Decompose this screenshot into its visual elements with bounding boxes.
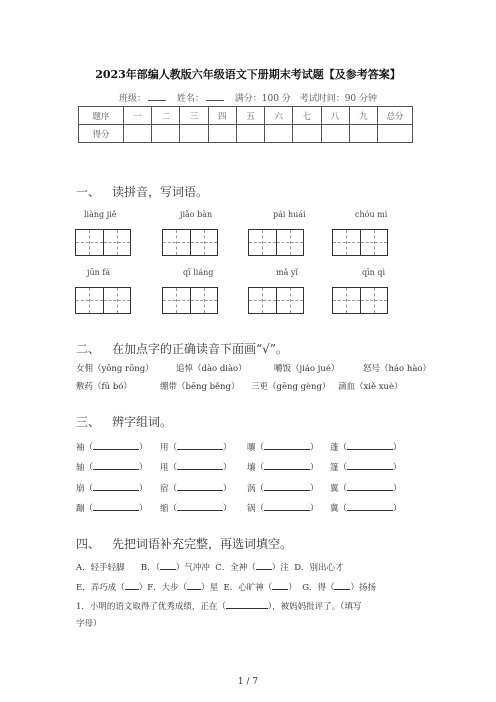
answer-blank[interactable] — [264, 440, 310, 450]
score-cell[interactable] — [349, 125, 377, 143]
pinyin: qī liáng — [183, 268, 214, 277]
score-header-cell: 总分 — [378, 107, 413, 125]
word-item: 嚷（ ） — [247, 440, 319, 453]
section-number: 四、 — [76, 537, 101, 551]
score-header-cell: 九 — [349, 107, 377, 125]
score-header-cell: 三 — [180, 107, 208, 125]
score-header-cell: 八 — [321, 107, 349, 125]
option-item: 绷带（bēng běng） — [160, 382, 240, 392]
option-item: 嚼饭（jiáo jué） — [274, 364, 340, 374]
word-item: 甩（ ） — [160, 460, 232, 473]
answer-blank[interactable] — [347, 501, 393, 511]
score-cell[interactable] — [180, 125, 208, 143]
word-item: 翼（ ） — [330, 481, 402, 494]
name-blank — [206, 92, 224, 101]
writing-grid[interactable] — [75, 229, 131, 256]
answer-blank[interactable] — [187, 580, 201, 590]
answer-blank[interactable] — [177, 481, 223, 491]
writing-grid[interactable] — [332, 287, 388, 314]
option-item: 三更（gēng gèng） — [251, 382, 331, 392]
writing-grid[interactable] — [162, 229, 218, 256]
word-item: 轴（ ） — [76, 460, 148, 473]
word-item: 缩（ ） — [160, 501, 232, 514]
section-title: 先把词语补充完整，再选词填空。 — [112, 537, 293, 551]
section-title: 读拼音，写词语。 — [112, 185, 209, 199]
option-item: 敷药（fū bó） — [76, 382, 132, 392]
section-2-heading — [76, 340, 288, 357]
word-item: 壤（ ） — [247, 460, 319, 473]
option-item: 追悼（dào diào） — [176, 364, 247, 374]
pinyin: liàng jiě — [84, 210, 117, 219]
section-number: 二、 — [76, 342, 101, 356]
answer-blank[interactable] — [347, 440, 393, 450]
answer-blank[interactable] — [264, 460, 310, 470]
score-cell[interactable] — [265, 125, 293, 143]
section-4-heading — [76, 535, 292, 552]
section-number: 一、 — [76, 185, 101, 199]
class-label: 班级： — [118, 94, 146, 104]
writing-grid[interactable] — [75, 287, 131, 314]
section-3-heading — [76, 413, 172, 430]
score-header-cell: 五 — [236, 107, 264, 125]
full-score: 满分：100 分 — [234, 94, 291, 104]
score-cell[interactable] — [236, 125, 264, 143]
word-item: 涡（ ） — [247, 481, 319, 494]
page-number: 1 / 7 — [237, 677, 259, 687]
score-header-cell: 题序 — [79, 107, 124, 125]
section-title: 辨字组词。 — [112, 415, 173, 429]
score-cell[interactable] — [321, 125, 349, 143]
score-header-cell: 六 — [265, 107, 293, 125]
answer-blank[interactable] — [347, 460, 393, 470]
word-item: 蓬（ ） — [330, 440, 402, 453]
answer-blank[interactable] — [160, 560, 176, 570]
score-header-cell: 七 — [293, 107, 321, 125]
answer-blank[interactable] — [125, 580, 139, 590]
option-item: 怒号（háo hào） — [363, 364, 432, 374]
answer-blank[interactable] — [334, 580, 350, 590]
word-item: 蹦（ ） — [76, 501, 148, 514]
score-header-cell: 一 — [124, 107, 152, 125]
name-label: 姓名： — [176, 94, 204, 104]
exam-info — [0, 91, 496, 104]
word-item: 宿（ ） — [160, 481, 232, 494]
answer-blank[interactable] — [272, 580, 288, 590]
page-title: 2023年部编人教版六年级语文下册期末考试题【及参考答案】 — [95, 68, 401, 81]
score-header-cell: 二 — [152, 107, 180, 125]
word-item: 袖（ ） — [76, 440, 148, 453]
answer-blank[interactable] — [264, 481, 310, 491]
score-value-row — [79, 125, 413, 143]
option-item: 女佣（yōng rōng） — [76, 364, 154, 374]
answer-blank[interactable] — [347, 481, 393, 491]
score-header-row — [79, 107, 413, 125]
score-cell[interactable] — [293, 125, 321, 143]
answer-blank[interactable] — [93, 481, 139, 491]
score-cell[interactable] — [208, 125, 236, 143]
word-item: 用（ ） — [160, 440, 232, 453]
class-blank — [148, 92, 166, 101]
answer-blank[interactable] — [93, 501, 139, 511]
word-item: 崩（ ） — [76, 481, 148, 494]
score-cell[interactable] — [152, 125, 180, 143]
section-title: 在加点字的正确读音下面画“√”。 — [112, 342, 288, 356]
writing-grid[interactable] — [162, 287, 218, 314]
pinyin: chóu mì — [355, 210, 388, 219]
idiom-line-2: E．弄巧成（ ）F．大步（ ）星 E．心旷神（ ） G．得（ ）扬扬 — [76, 580, 376, 593]
score-table — [78, 106, 413, 143]
score-row-label: 得分 — [79, 125, 124, 143]
word-item: 锅（ ） — [247, 501, 319, 514]
answer-blank[interactable] — [177, 501, 223, 511]
writing-grid[interactable] — [332, 229, 388, 256]
word-item: 冀（ ） — [330, 501, 402, 514]
question-1-continued: 字母） — [76, 619, 102, 629]
question-1: 1．小明的语文取得了优秀成绩，正在（ ），被妈妈批评了。（填写 — [76, 599, 361, 612]
writing-grid[interactable] — [248, 287, 304, 314]
pinyin: qīn qì — [362, 268, 386, 277]
pinyin: pái huái — [273, 210, 306, 219]
section-1-heading — [76, 183, 208, 200]
pinyin: mǎ yǐ — [276, 268, 298, 277]
answer-blank[interactable] — [177, 440, 223, 450]
pinyin: jūn fá — [87, 268, 111, 277]
score-header-cell: 四 — [208, 107, 236, 125]
writing-grid[interactable] — [248, 229, 304, 256]
answer-blank[interactable] — [226, 599, 268, 609]
answer-blank[interactable] — [256, 560, 272, 570]
pinyin: jiǎo bàn — [180, 210, 213, 219]
answer-blank[interactable] — [264, 501, 310, 511]
score-cell[interactable] — [378, 125, 413, 143]
answer-blank[interactable] — [177, 460, 223, 470]
exam-time: 考试时间：90 分钟 — [299, 94, 378, 104]
answer-blank[interactable] — [93, 460, 139, 470]
word-item: 篷（ ） — [330, 460, 402, 473]
score-cell[interactable] — [124, 125, 152, 143]
option-item: 滴血（xiě xuè） — [338, 382, 403, 392]
idiom-line-1: A．轻手轻脚 B．（ ）气冲冲 C．全神（ ）注 D．别出心才 — [76, 560, 344, 573]
section-number: 三、 — [76, 415, 101, 429]
answer-blank[interactable] — [93, 440, 139, 450]
